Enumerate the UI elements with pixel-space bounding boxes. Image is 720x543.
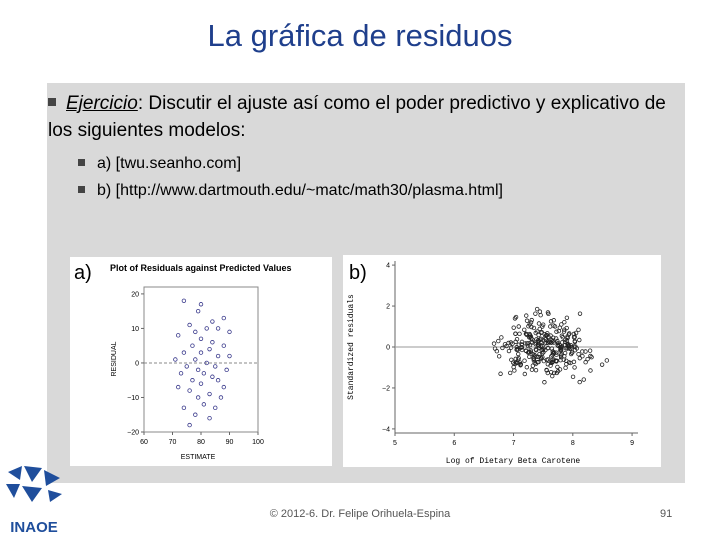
- residual-plot-b: [343, 255, 661, 467]
- plot-b-point: [582, 378, 586, 382]
- plot-b-point: [516, 352, 520, 356]
- inaoe-logo: [2, 462, 66, 538]
- page-number: 91: [660, 508, 673, 520]
- plot-b-point: [555, 330, 559, 334]
- plot-a-point: [208, 392, 212, 396]
- plot-b-point: [523, 359, 527, 363]
- plot-a-point: [199, 382, 203, 386]
- plot-b-point: [513, 369, 517, 373]
- plot-b-point: [588, 349, 592, 353]
- plot-b-point: [525, 319, 529, 323]
- plot-b-point: [523, 372, 527, 376]
- residual-plot-a: [70, 257, 332, 466]
- plot-a-point: [222, 385, 226, 389]
- plot-a-point: [191, 344, 195, 348]
- plot-a-point: [185, 365, 189, 369]
- plot-a-xtick-label: 100: [252, 439, 264, 446]
- plot-a-point: [196, 396, 200, 400]
- plot-b-point: [534, 312, 538, 316]
- plot-b-ytick-label: −4: [382, 426, 390, 434]
- sub-bullet-a: [78, 154, 241, 174]
- plot-a-point: [199, 302, 203, 306]
- plot-b-point: [527, 355, 531, 359]
- plot-b-point: [537, 322, 541, 326]
- plot-b-ytick-label: 0: [386, 344, 390, 352]
- plot-a-point: [208, 416, 212, 420]
- plot-a-title: Plot of Residuals against Predicted Values: [110, 263, 292, 273]
- plot-a-point: [199, 351, 203, 355]
- plot-b-point: [578, 312, 582, 316]
- plot-b-point: [530, 318, 534, 322]
- plot-a-point: [176, 385, 180, 389]
- plot-a-ytick-label: 0: [135, 360, 139, 368]
- sub-bullet-a-text: a) [twu.seanho.com]: [97, 155, 242, 172]
- plot-b-point: [539, 313, 543, 317]
- plot-a-point: [211, 375, 215, 379]
- plot-b-point: [507, 349, 511, 353]
- plot-a-point: [222, 344, 226, 348]
- plot-b-point: [514, 332, 518, 336]
- plot-a-point: [196, 309, 200, 313]
- plot-b-point: [605, 359, 609, 363]
- residual-plot-a-svg: [70, 257, 332, 466]
- plot-a-point: [188, 389, 192, 393]
- plot-a-point: [188, 423, 192, 427]
- plot-b-xtick-label: 8: [570, 440, 575, 447]
- plot-a-point: [205, 327, 209, 331]
- plot-a-ytick-label: −10: [127, 394, 139, 402]
- plot-a-ytick-label: 10: [131, 325, 139, 333]
- plot-a-ytick-label: 20: [131, 291, 139, 299]
- plot-b-point: [572, 360, 576, 364]
- plot-a-point: [213, 406, 217, 410]
- plot-b-point: [538, 310, 542, 314]
- plot-b-ytick-label: 2: [386, 303, 390, 311]
- plot-b-point: [577, 352, 581, 356]
- plot-a-point: [225, 368, 229, 372]
- plot-b-point: [571, 375, 575, 379]
- plot-b-ticks: [382, 263, 634, 447]
- plot-a-point: [202, 403, 206, 407]
- plot-a-point: [199, 337, 203, 341]
- plot-a-label: a): [74, 262, 92, 284]
- logo-text: INAOE: [10, 519, 58, 536]
- plot-b-ytick-label: −2: [382, 385, 390, 393]
- plot-a-point: [176, 334, 180, 338]
- plot-b-xtick-label: 9: [630, 440, 635, 447]
- plot-b-xlabel: Log of Dietary Beta Carotene: [445, 457, 581, 466]
- bullet-square-icon: [78, 159, 85, 166]
- plot-b-point: [497, 339, 501, 343]
- plot-a-point: [182, 406, 186, 410]
- plot-a-point: [194, 330, 198, 334]
- plot-b-point: [578, 380, 582, 384]
- slide-title: La gráfica de residuos: [207, 18, 513, 53]
- main-bullet: [48, 90, 678, 144]
- plot-a-point: [208, 347, 212, 351]
- plot-a-point: [216, 378, 220, 382]
- plot-b-point: [522, 328, 526, 332]
- plot-a-xlabel: ESTIMATE: [180, 454, 216, 461]
- plot-b-point: [500, 336, 504, 340]
- plot-b-point: [534, 368, 538, 372]
- residual-plot-b-svg: [343, 255, 661, 467]
- plot-a-point: [213, 365, 217, 369]
- plot-b-point: [517, 325, 521, 329]
- bullet-emphasis: Ejercicio: [66, 93, 138, 114]
- plot-b-point: [589, 369, 593, 373]
- plot-a-xtick-label: 70: [168, 439, 177, 446]
- plot-b-points: [492, 307, 608, 384]
- plot-b-point: [557, 329, 561, 333]
- bullet-text: : Discutir el ajuste así como el poder predictivo y explicativo de los siguientes modelos:: [48, 93, 666, 141]
- plot-b-point: [600, 363, 604, 367]
- plot-a-point: [202, 372, 206, 376]
- plot-a-point: [228, 330, 232, 334]
- plot-b-point: [565, 316, 569, 320]
- plot-b-point: [525, 365, 529, 369]
- plot-b-label: b): [349, 262, 367, 284]
- plot-b-xtick-label: 7: [511, 440, 516, 447]
- plot-a-frame: [144, 287, 258, 432]
- plot-a-points: [174, 299, 232, 427]
- plot-b-point: [509, 346, 513, 350]
- footer-credit: © 2012-6. Dr. Felipe Orihuela-Espina: [269, 508, 451, 520]
- plot-a-ticks: [127, 291, 264, 446]
- plot-b-point: [578, 338, 582, 342]
- plot-b-point: [499, 372, 503, 376]
- plot-a-xtick-label: 90: [225, 439, 234, 446]
- plot-b-point: [492, 342, 496, 346]
- plot-b-xtick-label: 6: [452, 440, 457, 447]
- plot-a-ylabel: RESIDUAL: [111, 341, 118, 377]
- bullet-square-icon: [48, 98, 56, 106]
- plot-a-point: [216, 354, 220, 358]
- inaoe-logo-icon: [2, 462, 66, 538]
- sub-bullet-b: [78, 181, 503, 201]
- plot-a-point: [219, 396, 223, 400]
- plot-a-point: [196, 368, 200, 372]
- plot-b-point: [573, 366, 577, 370]
- plot-b-point: [518, 332, 522, 336]
- plot-b-point: [508, 371, 512, 375]
- plot-a-point: [216, 327, 220, 331]
- plot-a-point: [174, 358, 178, 362]
- plot-b-point: [564, 366, 568, 370]
- plot-a-point: [222, 316, 226, 320]
- plot-a-point: [182, 299, 186, 303]
- sub-bullet-b-text: b) [http://www.dartmouth.edu/~matc/math30/plasma.html]: [97, 182, 503, 199]
- plot-a-point: [188, 323, 192, 327]
- plot-a-point: [182, 351, 186, 355]
- plot-b-point: [530, 368, 534, 372]
- plot-b-point: [524, 314, 528, 318]
- plot-a-xtick-label: 60: [140, 439, 148, 446]
- plot-a-point: [194, 358, 198, 362]
- plot-a-xtick-label: 80: [197, 439, 205, 446]
- plot-a-ytick-label: −20: [127, 429, 139, 437]
- plot-b-ylabel: Standardized residuals: [347, 294, 356, 400]
- plot-b-point: [497, 355, 501, 359]
- plot-a-point: [194, 413, 198, 417]
- plot-a-point: [228, 354, 232, 358]
- plot-b-point: [578, 356, 582, 360]
- plot-b-point: [512, 326, 516, 330]
- plot-b-ytick-label: 4: [386, 262, 390, 270]
- plot-b-xtick-label: 5: [393, 440, 397, 447]
- plot-b-point: [510, 358, 514, 362]
- plot-b-point: [543, 380, 547, 384]
- plot-a-point: [211, 320, 215, 324]
- plot-a-point: [211, 340, 215, 344]
- plot-a-point: [179, 372, 183, 376]
- plot-b-point: [586, 357, 590, 361]
- plot-a-point: [191, 378, 195, 382]
- bullet-square-icon: [78, 186, 85, 193]
